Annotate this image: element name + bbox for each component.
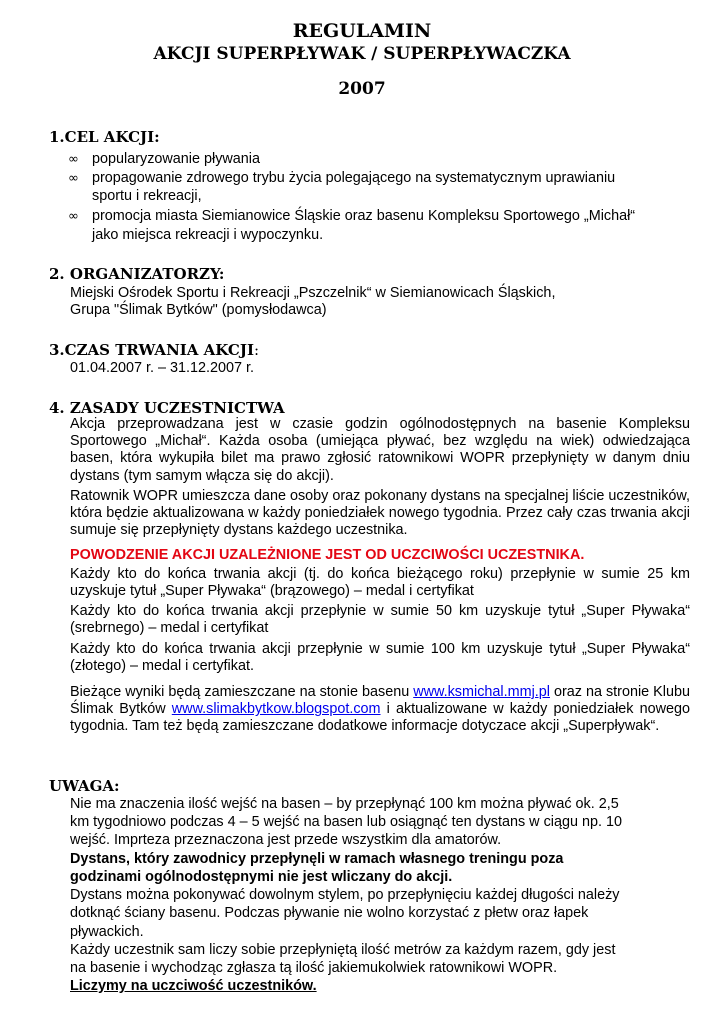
results-text: Bieżące wyniki będą zamieszczane na stonie basenu [70,684,414,700]
results-text: oraz na stronie Klubu Ślimak Bytków [70,684,690,718]
note-line: km tygodniowo podczas 4 – 5 wejść na basen lub osiągnąć ten dystans w ciągu np. 10 [70,814,622,830]
list-item-continuation: sportu i rekreacji, [92,188,202,204]
infinity-bullet-icon: ∞ [68,171,79,186]
note-line: wejść. Imprteza przeznaczona jest przede wszystkim dla amatorów. [70,832,502,848]
list-item: propagowanie zdrowego trybu życia polegającego na systematycznym uprawianiu [92,170,616,186]
list-item: popularyzowanie pływania [92,151,260,167]
section-heading-rules: 4. ZASADY UCZESTNICTWA [49,399,285,417]
document-title: REGULAMIN [292,20,432,42]
note-bold-line: godzinami ogólnodostępnymi nie jest wliczany do akcji. [70,869,453,885]
section-heading-duration-text: 3.CZAS TRWANIA AKCJI [49,341,254,359]
note-line: dotknąć ściany basenu. Podczas pływanie nie wolno korzystać z płetw oraz łapek [70,905,589,921]
note-line: na basenie i wychodząc zgłasza tą ilość jakiemukolwiek ratownikowi WOPR. [70,960,558,976]
organizer-line: Grupa "Ślimak Bytków" (pomysłodawca) [70,302,327,318]
section-heading-organizers: 2. ORGANIZATORZY: [49,265,225,283]
results-text: i aktualizowane w każdy poniedziałek nowego tygodnia. Tam też będą zamieszczane dodatkowe informacje dotyczace akcji „Superpływak“. [70,701,690,735]
infinity-bullet-icon: ∞ [68,152,79,167]
note-heading: UWAGA: [49,777,120,795]
rules-paragraph-bronze: Każdy kto do końca trwania akcji (tj. do końca bieżącego roku) przepłynie w sumie 25 km uzyskuje tytuł „Super Pływaka“ (brązowego) – medal i certyfikat [70,566,690,600]
infinity-bullet-icon: ∞ [68,209,79,224]
duration-dates: 01.04.2007 r. – 31.12.2007 r. [70,360,255,376]
section-heading-goals: 1.CEL AKCJI: [49,128,160,146]
honesty-warning: POWODZENIE AKCJI UZALEŻNIONE JEST OD UCZCIWOŚCI UCZESTNIKA. [70,547,585,563]
document-year: 2007 [338,79,386,99]
results-paragraph [70,684,690,736]
club-blog-link[interactable]: www.slimakbytkow.blogspot.com [171,701,381,718]
closing-statement: Liczymy na uczciwość uczestników. [70,978,317,994]
document-subtitle: AKCJI SUPERPŁYWAK / SUPERPŁYWACZKA [153,44,571,64]
note-line: pływackich. [70,924,144,940]
note-line: Każdy uczestnik sam liczy sobie przepłyniętą ilość metrów za każdym razem, gdy jest [70,942,616,958]
section-heading-duration-colon: : [253,341,260,359]
note-line: Dystans można pokonywać dowolnym stylem, po przepłynięciu każdej długości należy [70,887,620,903]
rules-paragraph: Ratownik WOPR umieszcza dane osoby oraz pokonany dystans na specjalnej liście uczestników, która będzie aktualizowana w każdy poniedziałek nowego tygodnia. Przez cały czas trwania akcji sumuje się przepłynięty dystans każdego uczestnika. [70,488,690,539]
list-item-continuation: jako miejsca rekreacji i wypoczynku. [92,227,324,243]
organizer-line: Miejski Ośrodek Sportu i Rekreacji „Pszczelnik“ w Siemianowicach Śląskich, [70,285,556,301]
note-bold-line: Dystans, który zawodnicy przepłynęli w ramach własnego treningu poza [70,851,564,867]
section-heading-duration [49,341,259,359]
list-item: promocja miasta Siemianowice Śląskie oraz basenu Kompleksu Sportowego „Michał“ [92,208,636,224]
note-line: Nie ma znaczenia ilość wejść na basen – by przepłynąć 100 km można pływać ok. 2,5 [70,796,619,812]
rules-paragraph: Akcja przeprowadzana jest w czasie godzin ogólnodostępnych na basenie Kompleksu Sportowego „Michał“. Każda osoba (umiejąca pływać, bez względu na wiek) odwiedzająca basen, która wykupiła bilet ma prawo zgłosić ratownikowi WOPR przepłynięty w danym dniu dystans (tym samym włącza się do akcji). [70,416,690,484]
rules-paragraph-gold: Każdy kto do końca trwania akcji przepłynie w sumie 100 km uzyskuje tytuł „Super Pływaka“ (złotego) – medal i certyfikat. [70,641,690,675]
pool-website-link[interactable]: www.ksmichal.mmj.pl [413,684,550,700]
rules-paragraph-silver: Każdy kto do końca trwania akcji przepłynie w sumie 50 km uzyskuje tytuł „Super Pływaka“ (srebrnego) – medal i certyfikat [70,603,690,637]
